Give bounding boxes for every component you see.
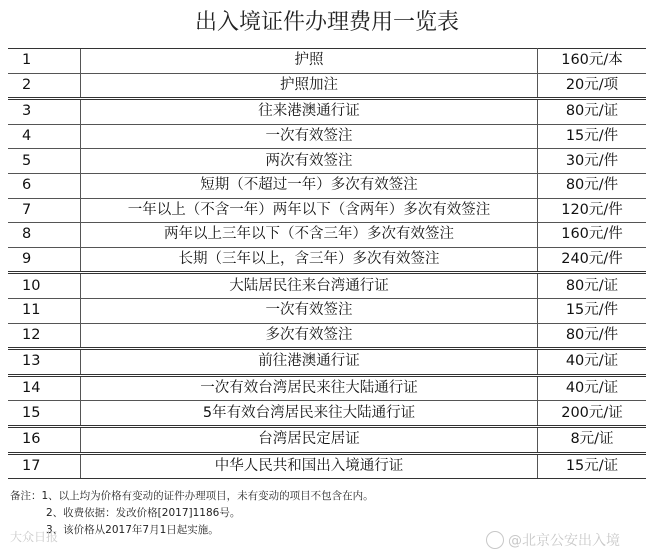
row-number: 6 (8, 173, 81, 198)
row-item: 中华人民共和国出入境通行证 (81, 453, 538, 479)
row-item: 一次有效签注 (81, 298, 538, 323)
table-row (8, 375, 646, 401)
row-fee: 120元/件 (538, 198, 647, 223)
row-fee: 80元/证 (538, 99, 647, 125)
row-fee: 160元/本 (538, 49, 647, 74)
table-row (8, 124, 646, 149)
note-line-2: 2、收费依据：发改价格[2017]1186号。 (46, 507, 241, 519)
table-row (8, 273, 646, 299)
row-item: 前往港澳通行证 (81, 349, 538, 376)
fee-table-body (8, 49, 646, 479)
row-item: 多次有效签注 (81, 323, 538, 349)
row-item: 护照加注 (81, 73, 538, 99)
note-line-1: 备注：1、以上均为价格有变动的证件办理项目，未有变动的项目不包含在内。 (10, 490, 374, 502)
row-number: 2 (8, 73, 81, 99)
row-number: 17 (8, 453, 81, 479)
row-number: 12 (8, 323, 81, 349)
row-fee: 15元/证 (538, 453, 647, 479)
row-number: 5 (8, 149, 81, 174)
row-number: 13 (8, 349, 81, 376)
table-row (8, 49, 646, 74)
table-row (8, 99, 646, 125)
row-fee: 80元/件 (538, 323, 647, 349)
row-item: 一次有效台湾居民来往大陆通行证 (81, 375, 538, 401)
row-item: 5年有效台湾居民来往大陆通行证 (81, 401, 538, 427)
page-title: 出入境证件办理费用一览表 (194, 10, 459, 35)
weibo-logo-icon (486, 531, 504, 549)
table-row (8, 323, 646, 349)
table-row (8, 247, 646, 273)
table-row (8, 401, 646, 427)
row-fee: 30元/件 (538, 149, 647, 174)
row-number: 8 (8, 223, 81, 248)
row-item: 一次有效签注 (81, 124, 538, 149)
row-item: 长期（三年以上，含三年）多次有效签注 (81, 247, 538, 273)
row-number: 15 (8, 401, 81, 427)
table-row (8, 453, 646, 479)
row-fee: 15元/件 (538, 298, 647, 323)
table-row (8, 173, 646, 198)
row-fee: 240元/件 (538, 247, 647, 273)
row-fee: 40元/证 (538, 349, 647, 376)
row-item: 往来港澳通行证 (81, 99, 538, 125)
row-fee: 80元/件 (538, 173, 647, 198)
row-number: 14 (8, 375, 81, 401)
row-fee: 200元/证 (538, 401, 647, 427)
fee-table (8, 48, 646, 479)
row-item: 大陆居民往来台湾通行证 (81, 273, 538, 299)
row-fee: 15元/件 (538, 124, 647, 149)
row-number: 1 (8, 49, 81, 74)
watermark-right-text: @北京公安出入境 (508, 533, 620, 549)
table-row (8, 349, 646, 376)
row-number: 11 (8, 298, 81, 323)
row-number: 10 (8, 273, 81, 299)
row-item: 台湾居民定居证 (81, 426, 538, 453)
table-row (8, 426, 646, 453)
row-item: 护照 (81, 49, 538, 74)
table-row (8, 223, 646, 248)
table-row (8, 149, 646, 174)
row-fee: 160元/件 (538, 223, 647, 248)
table-row (8, 298, 646, 323)
row-item: 短期（不超过一年）多次有效签注 (81, 173, 538, 198)
table-row (8, 73, 646, 99)
watermark-right (486, 530, 620, 550)
watermark-left: 大众日报 (10, 530, 59, 544)
table-row (8, 198, 646, 223)
row-fee: 80元/证 (538, 273, 647, 299)
row-fee: 40元/证 (538, 375, 647, 401)
row-number: 4 (8, 124, 81, 149)
row-item: 两年以上三年以下（不含三年）多次有效签注 (81, 223, 538, 248)
note-line-3: 3、该价格从2017年7月1日起实施。 (46, 524, 219, 536)
row-fee: 20元/项 (538, 73, 647, 99)
row-item: 两次有效签注 (81, 149, 538, 174)
row-number: 9 (8, 247, 81, 273)
row-item: 一年以上（不含一年）两年以下（含两年）多次有效签注 (81, 198, 538, 223)
row-number: 3 (8, 99, 81, 125)
row-number: 16 (8, 426, 81, 453)
row-number: 7 (8, 198, 81, 223)
row-fee: 8元/证 (538, 426, 647, 453)
